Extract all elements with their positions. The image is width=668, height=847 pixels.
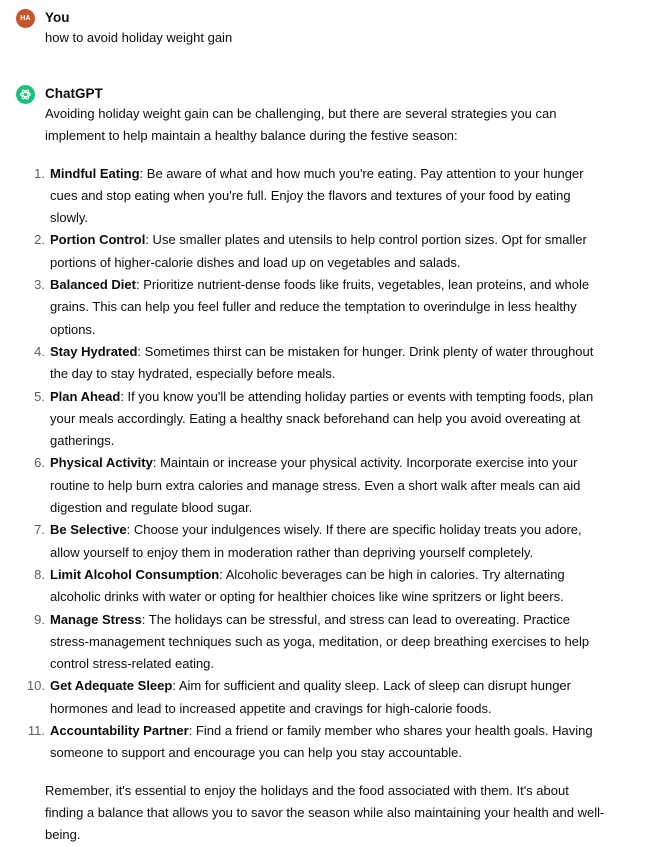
user-message-text: how to avoid holiday weight gain xyxy=(45,30,233,45)
list-item-term: Be Selective xyxy=(50,522,127,538)
list-item-text: : Aim for sufficient and quality sleep. Lack of sleep can disrupt hunger hormones and lead to increased appetite and cravings for high-calorie foods. xyxy=(50,678,571,716)
user-author-name: You xyxy=(45,10,70,25)
list-item-number: 5. xyxy=(34,388,45,404)
list-item-term: Stay Hydrated xyxy=(50,343,138,359)
list-item-text: : The holidays can be stressful, and stress can lead to overeating. Practice stress-management techniques such as yoga, meditation, or deep breathing exercises to help control stress-related eating. xyxy=(50,611,590,672)
assistant-intro: Avoiding holiday weight gain can be challenging, but there are several strategies you can implement to help maintain a healthy balance during the festive season: xyxy=(45,106,557,144)
list-item xyxy=(34,274,605,341)
list-item-text: : Prioritize nutrient-dense foods like fruits, vegetables, lean proteins, and whole grains. This can help you feel fuller and reduce the temptation to overindulge in less healthy options. xyxy=(50,277,590,337)
list-item-term: Accountability Partner xyxy=(50,723,189,739)
list-item-number: 11. xyxy=(27,723,45,739)
list-item-term: Physical Activity xyxy=(50,455,153,471)
assistant-author-name: ChatGPT xyxy=(45,86,103,101)
assistant-outro: Remember, it's essential to enjoy the holidays and the food associated with them. It's about finding a balance that allows you to savor the season while also maintaining your health and well-being. xyxy=(45,782,605,843)
tips-list xyxy=(26,163,605,765)
assistant-avatar xyxy=(16,85,35,104)
list-item-number: 3. xyxy=(34,277,45,293)
list-item-number: 7. xyxy=(34,522,45,538)
list-item-text: : Be aware of what and how much you're eating. Pay attention to your hunger cues and stop eating when you're full. Enjoy the flavors and textures of your food by eating slowly. xyxy=(50,165,584,226)
list-item-number: 6. xyxy=(34,455,45,471)
list-item-text: : Find a friend or family member who shares your health goals. Having someone to support and encourage you can help you stay accountable. xyxy=(50,723,593,761)
list-item-text: : Use smaller plates and utensils to help control portion sizes. Opt for smaller portions of higher-calorie dishes and load up on vegetables and salads. xyxy=(50,232,587,270)
user-avatar xyxy=(16,9,35,28)
list-item-text: : Maintain or increase your physical activity. Incorporate exercise into your routine to help burn extra calories and manage stress. Even a short walk after meals can aid digestion and regulate blood sugar. xyxy=(50,455,581,516)
list-item xyxy=(34,564,605,609)
list-item xyxy=(34,229,605,274)
list-item xyxy=(34,386,605,453)
list-item xyxy=(34,519,605,564)
list-item-term: Limit Alcohol Consumption xyxy=(50,566,220,582)
assistant-message-body xyxy=(26,103,605,847)
list-item-term: Mindful Eating xyxy=(50,165,140,181)
list-item-text: : Choose your indulgences wisely. If there are specific holiday treats you adore, allow yourself to enjoy them in moderation rather than depriving yourself completely. xyxy=(50,522,582,560)
list-item-number: 9. xyxy=(34,611,45,627)
openai-logo-icon xyxy=(19,88,32,101)
list-item xyxy=(34,452,605,519)
list-item-number: 2. xyxy=(34,232,45,248)
list-item-term: Manage Stress xyxy=(50,611,142,627)
list-item xyxy=(34,609,605,676)
list-item xyxy=(34,163,605,230)
list-item-term: Plan Ahead xyxy=(50,388,121,404)
list-item-term: Portion Control xyxy=(50,232,146,248)
list-item-number: 8. xyxy=(34,566,45,582)
list-item-number: 10. xyxy=(26,678,45,694)
list-item-number: 4. xyxy=(34,343,45,359)
list-item-term: Get Adequate Sleep xyxy=(50,678,173,694)
list-item xyxy=(26,675,605,720)
list-item-text: : Alcoholic beverages can be high in calories. Try alternating alcoholic drinks with water or opting for healthier choices like wine spritzers or light beers. xyxy=(50,566,565,605)
list-item-text: : Sometimes thirst can be mistaken for hunger. Drink plenty of water throughout the day to stay hydrated, especially before meals. xyxy=(50,343,594,382)
list-item-number: 1. xyxy=(34,165,45,181)
list-item xyxy=(34,341,605,386)
list-item xyxy=(27,720,605,765)
user-avatar-initials: HA xyxy=(20,15,31,22)
list-item-term: Balanced Diet xyxy=(50,277,136,293)
list-item-text: : If you know you'll be attending holiday parties or events with tempting foods, plan your meals accordingly. Eating a healthy snack beforehand can help you avoid overeating at gatherings. xyxy=(50,388,594,449)
